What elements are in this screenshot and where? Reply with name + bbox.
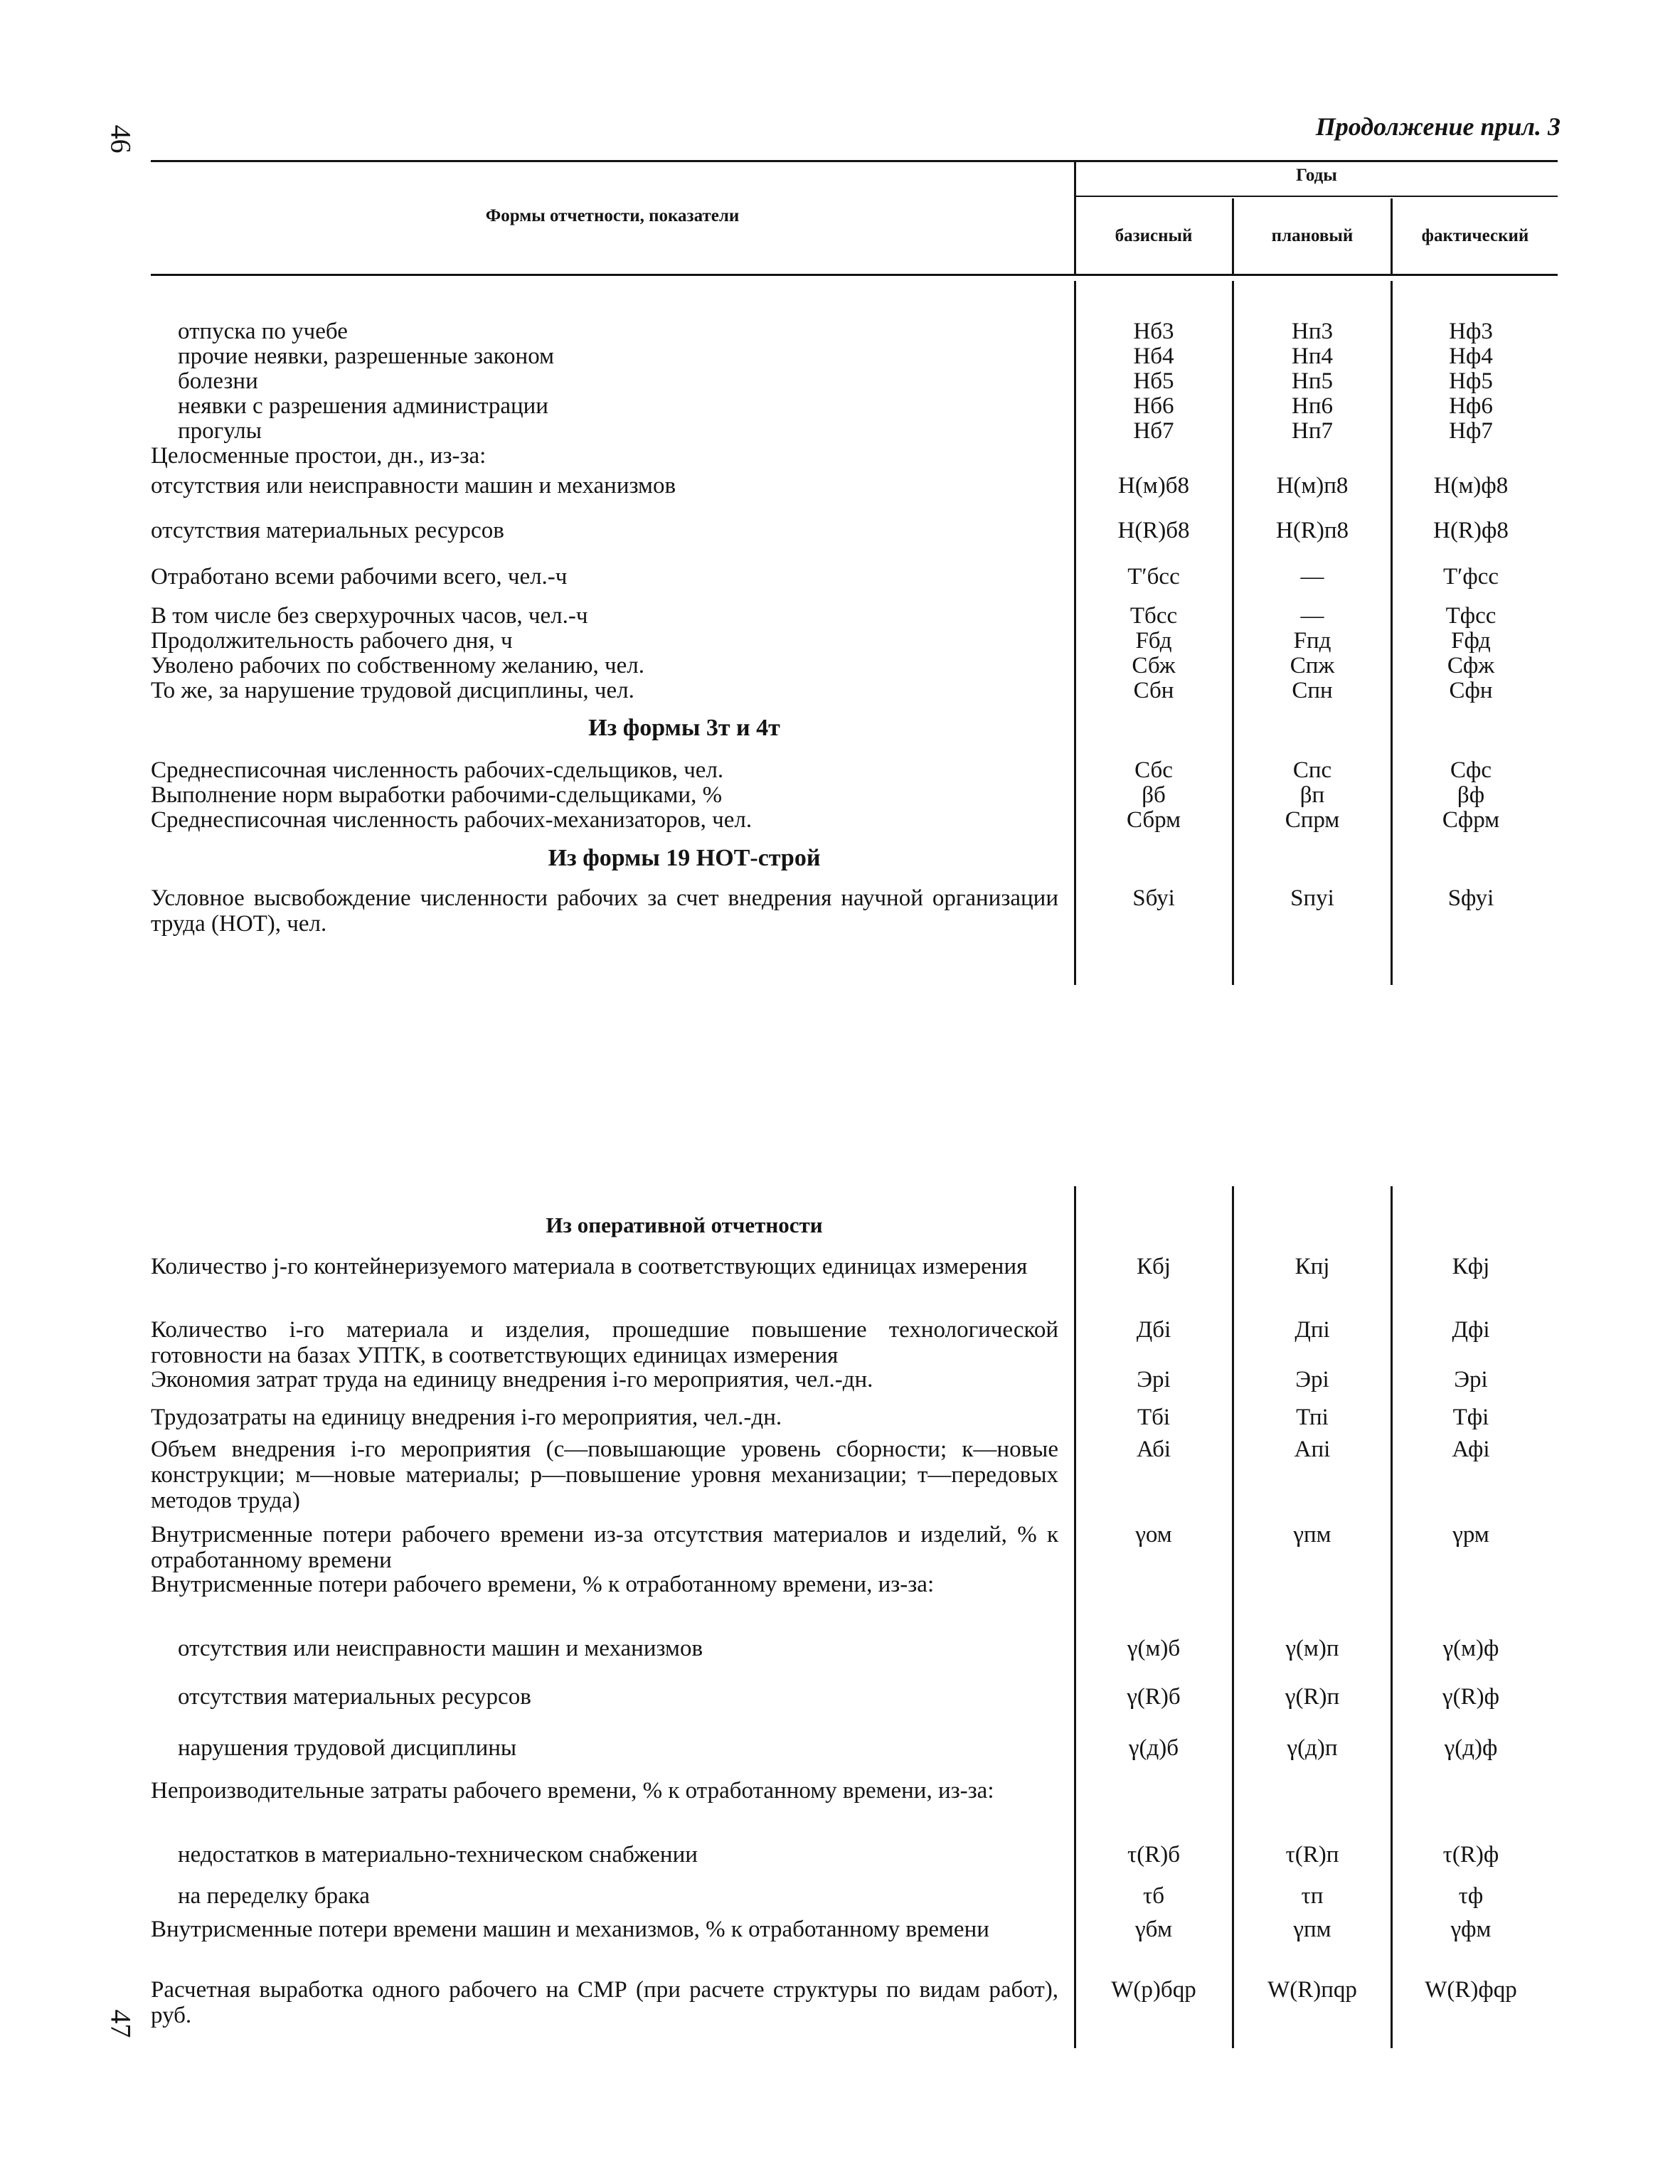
row-symbol-p: Спж [1290,653,1335,678]
table-top-rule [151,160,1558,162]
row-label: Отработано всеми рабочими всего, чел.-ч [151,564,568,590]
row-symbol-b: Кбj [1137,1254,1171,1279]
section-operative: Из оперативной отчетности [546,1213,823,1237]
header-planned: плановый [1271,226,1354,245]
row-label: Среднесписочная численность рабочих-сдельщиков, чел. [151,757,724,783]
row-symbol-f: γ(д)ф [1444,1735,1498,1761]
row-label: неявки с разрешения администрации [178,393,548,419]
row-symbol-b: Нб6 [1133,393,1174,419]
row-label: Уволено рабочих по собственному желанию, чел. [151,653,645,678]
row-symbol-b: γбм [1135,1917,1172,1942]
row-symbol-f: γрм [1452,1522,1489,1548]
row-symbol-p: Апi [1294,1437,1331,1462]
row-label: болезни [178,368,258,394]
row-symbol-b: βб [1142,782,1166,808]
row-label: отсутствия или неисправности машин и механизмов [151,473,676,499]
row-symbol-f: Сфрм [1442,807,1500,833]
row-symbol-p: τп [1301,1883,1324,1909]
row-symbol-f: Тфсс [1445,603,1496,629]
row-symbol-b: Дбi [1136,1317,1171,1343]
row-symbol-p: Нп7 [1292,418,1333,444]
row-symbol-f: γ(R)ф [1442,1684,1499,1710]
row-symbol-b: Сбрм [1126,807,1181,833]
row-symbol-f: Т′фсс [1442,564,1499,590]
row-label: Среднесписочная численность рабочих-механизаторов, чел. [151,807,753,833]
row-symbol-f: Fфд [1451,628,1491,654]
row-symbol-f: Сфн [1449,678,1493,703]
row-symbol-b: Т′бсс [1127,564,1180,590]
row-symbol-b: γ(м)б [1127,1636,1181,1661]
row-label: Условное высвобождение численности рабочих за счет внедрения научной организации труда (НОТ), чел. [151,885,1058,937]
row-symbol-p: — [1300,603,1324,629]
header-bottom-rule [151,274,1558,276]
row-label: отсутствия материальных ресурсов [151,518,504,543]
row-symbol-p: Нп6 [1292,393,1333,419]
row-label: Продолжительность рабочего дня, ч [151,628,513,654]
row-symbol-p: Дпi [1294,1317,1330,1343]
row-symbol-b: Н(R)б8 [1117,518,1190,543]
row-symbol-p: γпм [1293,1522,1331,1548]
row-symbol-b: Сбж [1132,653,1176,678]
row-symbol-f: Тфi [1452,1405,1489,1430]
row-symbol-f: Н(м)ф8 [1433,473,1509,499]
row-symbol-b: Тбi [1137,1405,1171,1430]
row-symbol-p: Спс [1292,757,1332,783]
row-symbol-b: Тбсс [1129,603,1178,629]
page-number-top: 46 [105,124,137,154]
row-symbol-f: Дфi [1452,1317,1490,1343]
row-symbol-f: Нф4 [1449,343,1493,369]
row-symbol-p: Кпj [1294,1254,1330,1279]
row-label: Расчетная выработка одного рабочего на СМР (при расчете структуры по видам работ), руб. [151,1977,1058,2028]
row-label: Внутрисменные потери рабочего времени из-за отсутствия материалов и изделий, % к отработанному времени [151,1522,1058,1573]
row-symbol-b: Н(м)б8 [1118,473,1189,499]
row-symbol-p: — [1300,564,1324,590]
row-label: на переделку брака [178,1883,370,1909]
row-symbol-f: Афi [1452,1437,1490,1462]
row-symbol-b: Fбд [1135,628,1172,654]
page-number-bottom: 47 [105,2009,137,2038]
row-symbol-p: W(R)пqр [1267,1977,1357,2003]
row-label: отпуска по учебе [178,319,348,344]
row-symbol-f: Кфj [1452,1254,1490,1279]
row-label: Экономия затрат труда на единицу внедрения i-го мероприятия, чел.-дн. [151,1367,873,1392]
row-symbol-p: τ(R)п [1285,1842,1339,1868]
row-label: прочие неявки, разрешенные законом [178,343,554,369]
header-actual: фактический [1421,226,1529,245]
row-symbol-b: W(р)бqр [1111,1977,1196,2003]
row-symbol-b: Сбс [1134,757,1173,783]
row-label: нарушения трудовой дисциплины [178,1735,517,1761]
header-years: Годы [1296,166,1337,185]
row-symbol-f: τ(R)ф [1442,1842,1499,1868]
row-label: Внутрисменные потери рабочего времени, % к отработанному времени, из-за: [151,1572,935,1597]
row-label: То же, за нарушение трудовой дисциплины, чел. [151,678,634,703]
row-label: недостатков в материально-техническом снабжении [178,1842,698,1868]
row-symbol-p: Спн [1292,678,1333,703]
row-symbol-f: Нф3 [1449,319,1493,344]
row-symbol-p: Н(R)п8 [1276,518,1349,543]
row-symbol-p: γ(R)п [1285,1684,1340,1710]
row-label: Количество i-го материала и изделия, прошедшие повышение технологической готовности на базах УПТК, в соответствующих единицах измерения [151,1317,1058,1368]
row-symbol-f: Sфуi [1447,885,1494,911]
row-symbol-b: Абi [1136,1437,1171,1462]
row-symbol-f: Н(R)ф8 [1433,518,1509,543]
row-symbol-f: Сфс [1450,757,1492,783]
years-rule [1075,196,1558,197]
row-symbol-b: γом [1135,1522,1172,1548]
row-symbol-p: γ(д)п [1287,1735,1338,1761]
row-symbol-f: W(R)фqр [1425,1977,1517,2003]
row-symbol-b: Нб5 [1133,368,1174,394]
row-label: Количество j-го контейнеризуемого материала в соответствующих единицах измерения [151,1254,1028,1279]
row-symbol-b: Нб4 [1133,343,1174,369]
row-label: Целосменные простои, дн., из-за: [151,443,487,469]
row-symbol-f: γ(м)ф [1442,1636,1499,1661]
row-symbol-p: Нп5 [1292,368,1333,394]
header-base: базисный [1115,226,1193,245]
row-symbol-b: Эрi [1137,1367,1171,1392]
row-symbol-b: Sбуi [1132,885,1175,911]
row-symbol-f: γфм [1450,1917,1492,1942]
row-symbol-p: βп [1299,782,1325,808]
row-symbol-f: τф [1458,1883,1484,1909]
row-label: В том числе без сверхурочных часов, чел.-ч [151,603,588,629]
section-3t-4t: Из формы 3т и 4т [588,715,780,741]
row-label: отсутствия материальных ресурсов [178,1684,531,1710]
row-symbol-p: γ(м)п [1285,1636,1339,1661]
row-symbol-f: Сфж [1447,653,1495,678]
row-symbol-f: Нф5 [1449,368,1493,394]
row-symbol-b: γ(д)б [1128,1735,1179,1761]
row-symbol-p: Эрi [1295,1367,1329,1392]
row-symbol-p: Тпi [1296,1405,1329,1430]
row-symbol-p: Н(м)п8 [1276,473,1349,499]
row-symbol-b: Нб3 [1133,319,1174,344]
row-symbol-b: τб [1142,1883,1165,1909]
row-label: Трудозатраты на единицу внедрения i-го мероприятия, чел.-дн. [151,1405,782,1430]
row-symbol-f: Нф6 [1449,393,1493,419]
row-symbol-p: Sпуi [1290,885,1334,911]
row-symbol-b: Нб7 [1133,418,1174,444]
row-symbol-f: βф [1457,782,1485,808]
row-symbol-f: Эрi [1454,1367,1488,1392]
row-label: Выполнение норм выработки рабочими-сдельщиками, % [151,782,723,808]
row-symbol-b: γ(R)б [1127,1684,1181,1710]
row-symbol-p: γпм [1293,1917,1331,1942]
continuation-caption: Продолжение прил. 3 [1315,112,1561,141]
row-label: Внутрисменные потери времени машин и механизмов, % к отработанному времени [151,1917,989,1942]
row-label: Непроизводительные затраты рабочего времени, % к отработанному времени, из-за: [151,1778,994,1804]
section-19-not: Из формы 19 НОТ-строй [548,845,821,871]
row-label: отсутствия или неисправности машин и механизмов [178,1636,703,1661]
row-symbol-b: τ(R)б [1127,1842,1181,1868]
row-symbol-p: Fпд [1293,628,1331,654]
row-label: прогулы [178,418,262,444]
row-symbol-f: Нф7 [1449,418,1493,444]
row-symbol-p: Нп4 [1292,343,1333,369]
row-label: Объем внедрения i-го мероприятия (с—повышающие уровень сборности; к—новые конструкции; м—новые материалы; р—повышение уровня механизации; т—передовых методов труда) [151,1437,1058,1513]
row-symbol-p: Нп3 [1292,319,1333,344]
header-indicators: Формы отчетности, показатели [485,206,740,225]
row-symbol-b: Сбн [1133,678,1174,703]
row-symbol-p: Спрм [1285,807,1340,833]
